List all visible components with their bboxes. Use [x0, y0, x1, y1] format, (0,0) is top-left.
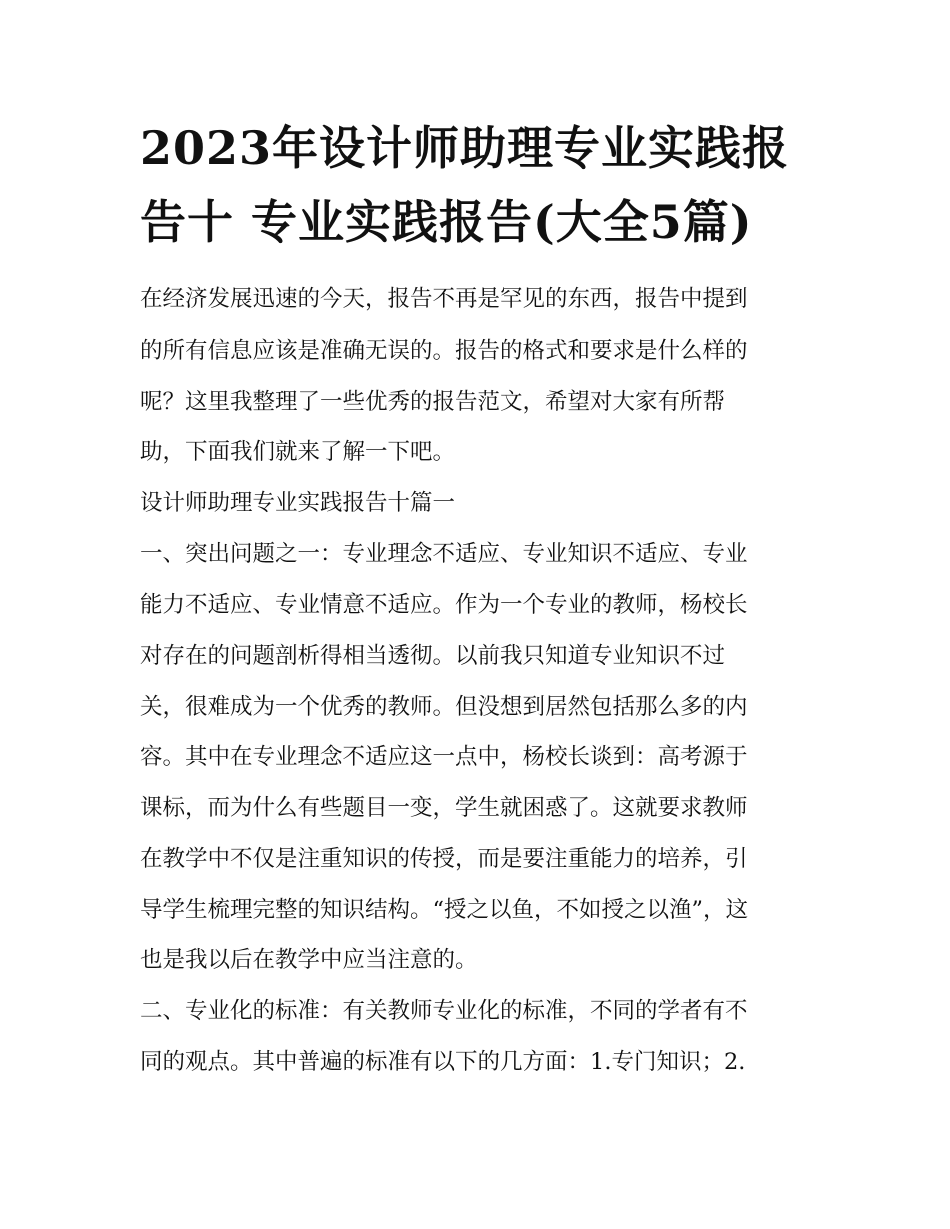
- paragraph-line: 在教学中不仅是注重知识的传授，而是要注重能力的培养，引: [140, 846, 748, 872]
- paragraph-line: 二、专业化的标准：有关教师专业化的标准，不同的学者有不: [140, 998, 748, 1024]
- document-title-line-2: 告十 专业实践报告(大全5篇): [140, 195, 753, 249]
- paragraph-line: 对存在的问题剖析得相当透彻。以前我只知道专业知识不过: [140, 643, 726, 669]
- paragraph-line: 也是我以后在教学中应当注意的。: [140, 947, 478, 973]
- document-title-line-1: 2023年设计师助理专业实践报: [140, 121, 790, 175]
- paragraph-line: 课标，而为什么有些题目一变，学生就困惑了。这就要求教师: [140, 795, 748, 821]
- paragraph-line: 的所有信息应该是准确无误的。报告的格式和要求是什么样的: [140, 338, 748, 364]
- paragraph-line: 一、突出问题之一：专业理念不适应、专业知识不适应、专业: [140, 541, 748, 567]
- paragraph-line: 关，很难成为一个优秀的教师。但没想到居然包括那么多的内: [140, 694, 748, 720]
- section-heading: 设计师助理专业实践报告十篇一: [140, 490, 456, 516]
- paragraph-line: 能力不适应、专业情意不适应。作为一个专业的教师，杨校长: [140, 592, 748, 618]
- paragraph-line: 容。其中在专业理念不适应这一点中，杨校长谈到：高考源于: [140, 744, 748, 770]
- paragraph-line: 导学生梳理完整的知识结构。“授之以鱼，不如授之以渔”，这: [140, 897, 749, 923]
- paragraph-line: 呢？这里我整理了一些优秀的报告范文，希望对大家有所帮: [140, 389, 726, 415]
- paragraph-line: 助，下面我们就来了解一下吧。: [140, 439, 456, 465]
- paragraph-line: 在经济发展迅速的今天，报告不再是罕见的东西，报告中提到: [140, 286, 748, 312]
- paragraph-line: 同的观点。其中普遍的标准有以下的几方面：1.专门知识；2.: [140, 1049, 746, 1075]
